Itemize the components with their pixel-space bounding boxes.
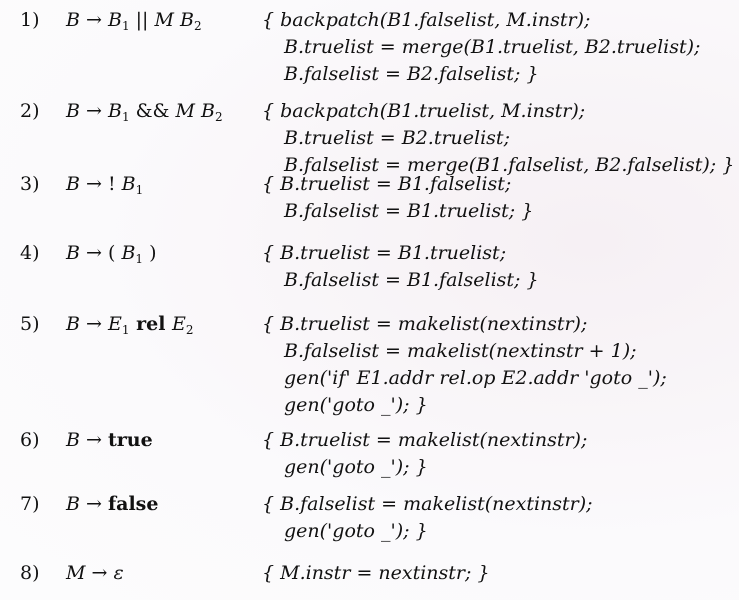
production-head: M bbox=[66, 562, 86, 584]
subscript: 2 bbox=[185, 323, 194, 337]
action-line: B.falselist = B2.falselist; } bbox=[284, 63, 539, 85]
action-line: gen('goto _'); } bbox=[284, 394, 428, 416]
production-head: B bbox=[66, 429, 80, 451]
subscript: 2 bbox=[214, 110, 223, 124]
action-line: { B.falselist = makelist(nextinstr); bbox=[262, 493, 593, 515]
production bbox=[66, 171, 143, 198]
subscript: 1 bbox=[121, 110, 130, 124]
production-body-symbol: E bbox=[107, 313, 122, 335]
rule-number: 2) bbox=[20, 100, 40, 122]
production bbox=[66, 7, 202, 34]
production-body-symbol: M bbox=[175, 100, 195, 122]
arrow: → bbox=[86, 173, 102, 195]
true-keyword: true bbox=[107, 429, 153, 451]
action-line: { B.truelist = B1.falselist; bbox=[262, 173, 512, 195]
production-body-symbol: B bbox=[107, 9, 122, 31]
production-body-symbol: B bbox=[194, 100, 215, 122]
production-head: B bbox=[66, 242, 80, 264]
action-line: { backpatch(B1.falselist, M.instr); bbox=[262, 9, 591, 31]
production-body-symbol: B bbox=[107, 100, 122, 122]
arrow: → bbox=[86, 429, 102, 451]
rule-number: 8) bbox=[20, 562, 40, 584]
production-head: B bbox=[66, 173, 80, 195]
action-line: { B.truelist = makelist(nextinstr); bbox=[262, 429, 588, 451]
operator: && bbox=[129, 100, 176, 122]
rule-number: 5) bbox=[20, 313, 40, 335]
production bbox=[66, 240, 157, 267]
production bbox=[66, 427, 153, 454]
arrow: → bbox=[86, 313, 102, 335]
action-line: { backpatch(B1.truelist, M.instr); bbox=[262, 100, 586, 122]
semantic-action bbox=[262, 427, 587, 481]
action-line: gen('goto _'); } bbox=[284, 520, 428, 542]
action-line: B.truelist = merge(B1.truelist, B2.truelist); bbox=[284, 36, 701, 58]
action-line: { M.instr = nextinstr; } bbox=[262, 562, 490, 584]
rule-number: 6) bbox=[20, 429, 40, 451]
action-line: { B.truelist = makelist(nextinstr); bbox=[262, 313, 588, 335]
action-line: { B.truelist = B1.truelist; bbox=[262, 242, 507, 264]
semantic-action bbox=[262, 7, 700, 88]
production bbox=[66, 311, 194, 338]
production bbox=[66, 98, 223, 125]
semantic-action bbox=[262, 311, 667, 419]
production-head: B bbox=[66, 493, 80, 515]
arrow: → bbox=[86, 100, 102, 122]
subscript: 2 bbox=[193, 19, 202, 33]
action-line: B.falselist = B1.truelist; } bbox=[284, 200, 534, 222]
subscript: 1 bbox=[135, 183, 144, 197]
production-body-symbol: B bbox=[173, 9, 194, 31]
action-line: gen('if' E1.addr rel.op E2.addr 'goto _'); bbox=[284, 367, 667, 389]
arrow: → bbox=[86, 9, 102, 31]
epsilon-symbol: ε bbox=[113, 562, 124, 584]
rel-keyword: rel bbox=[129, 313, 173, 335]
false-keyword: false bbox=[107, 493, 159, 515]
production-head: B bbox=[66, 100, 80, 122]
action-line: B.falselist = B1.falselist; } bbox=[284, 269, 539, 291]
operator: ! bbox=[107, 173, 122, 195]
arrow: → bbox=[86, 242, 102, 264]
semantic-action bbox=[262, 491, 593, 545]
action-line: B.falselist = makelist(nextinstr + 1); bbox=[284, 340, 637, 362]
rule-number: 7) bbox=[20, 493, 40, 515]
arrow: → bbox=[86, 493, 102, 515]
production-head: B bbox=[66, 313, 80, 335]
operator: || bbox=[129, 9, 155, 31]
production-body-symbol: E bbox=[172, 313, 186, 335]
subscript: 1 bbox=[121, 19, 130, 33]
production-body-symbol: B bbox=[121, 242, 136, 264]
production bbox=[66, 560, 124, 587]
operator: ) bbox=[143, 242, 157, 264]
subscript: 1 bbox=[135, 252, 144, 266]
semantic-action bbox=[262, 560, 490, 587]
production-head: B bbox=[66, 9, 80, 31]
action-line: B.truelist = B2.truelist; bbox=[284, 127, 510, 149]
rule-number: 4) bbox=[20, 242, 40, 264]
rule-number: 1) bbox=[20, 9, 40, 31]
production-body-symbol: B bbox=[121, 173, 136, 195]
rule-number: 3) bbox=[20, 173, 40, 195]
operator: ( bbox=[107, 242, 122, 264]
subscript: 1 bbox=[121, 323, 130, 337]
semantic-action bbox=[262, 171, 533, 225]
semantic-action bbox=[262, 240, 539, 294]
production-body-symbol: M bbox=[154, 9, 174, 31]
semantic-action bbox=[262, 98, 734, 179]
action-line: gen('goto _'); } bbox=[284, 456, 428, 478]
arrow: → bbox=[91, 562, 108, 584]
action-line: B.falselist = merge(B1.falselist, B2.falselist); } bbox=[284, 154, 735, 176]
production bbox=[66, 491, 158, 518]
